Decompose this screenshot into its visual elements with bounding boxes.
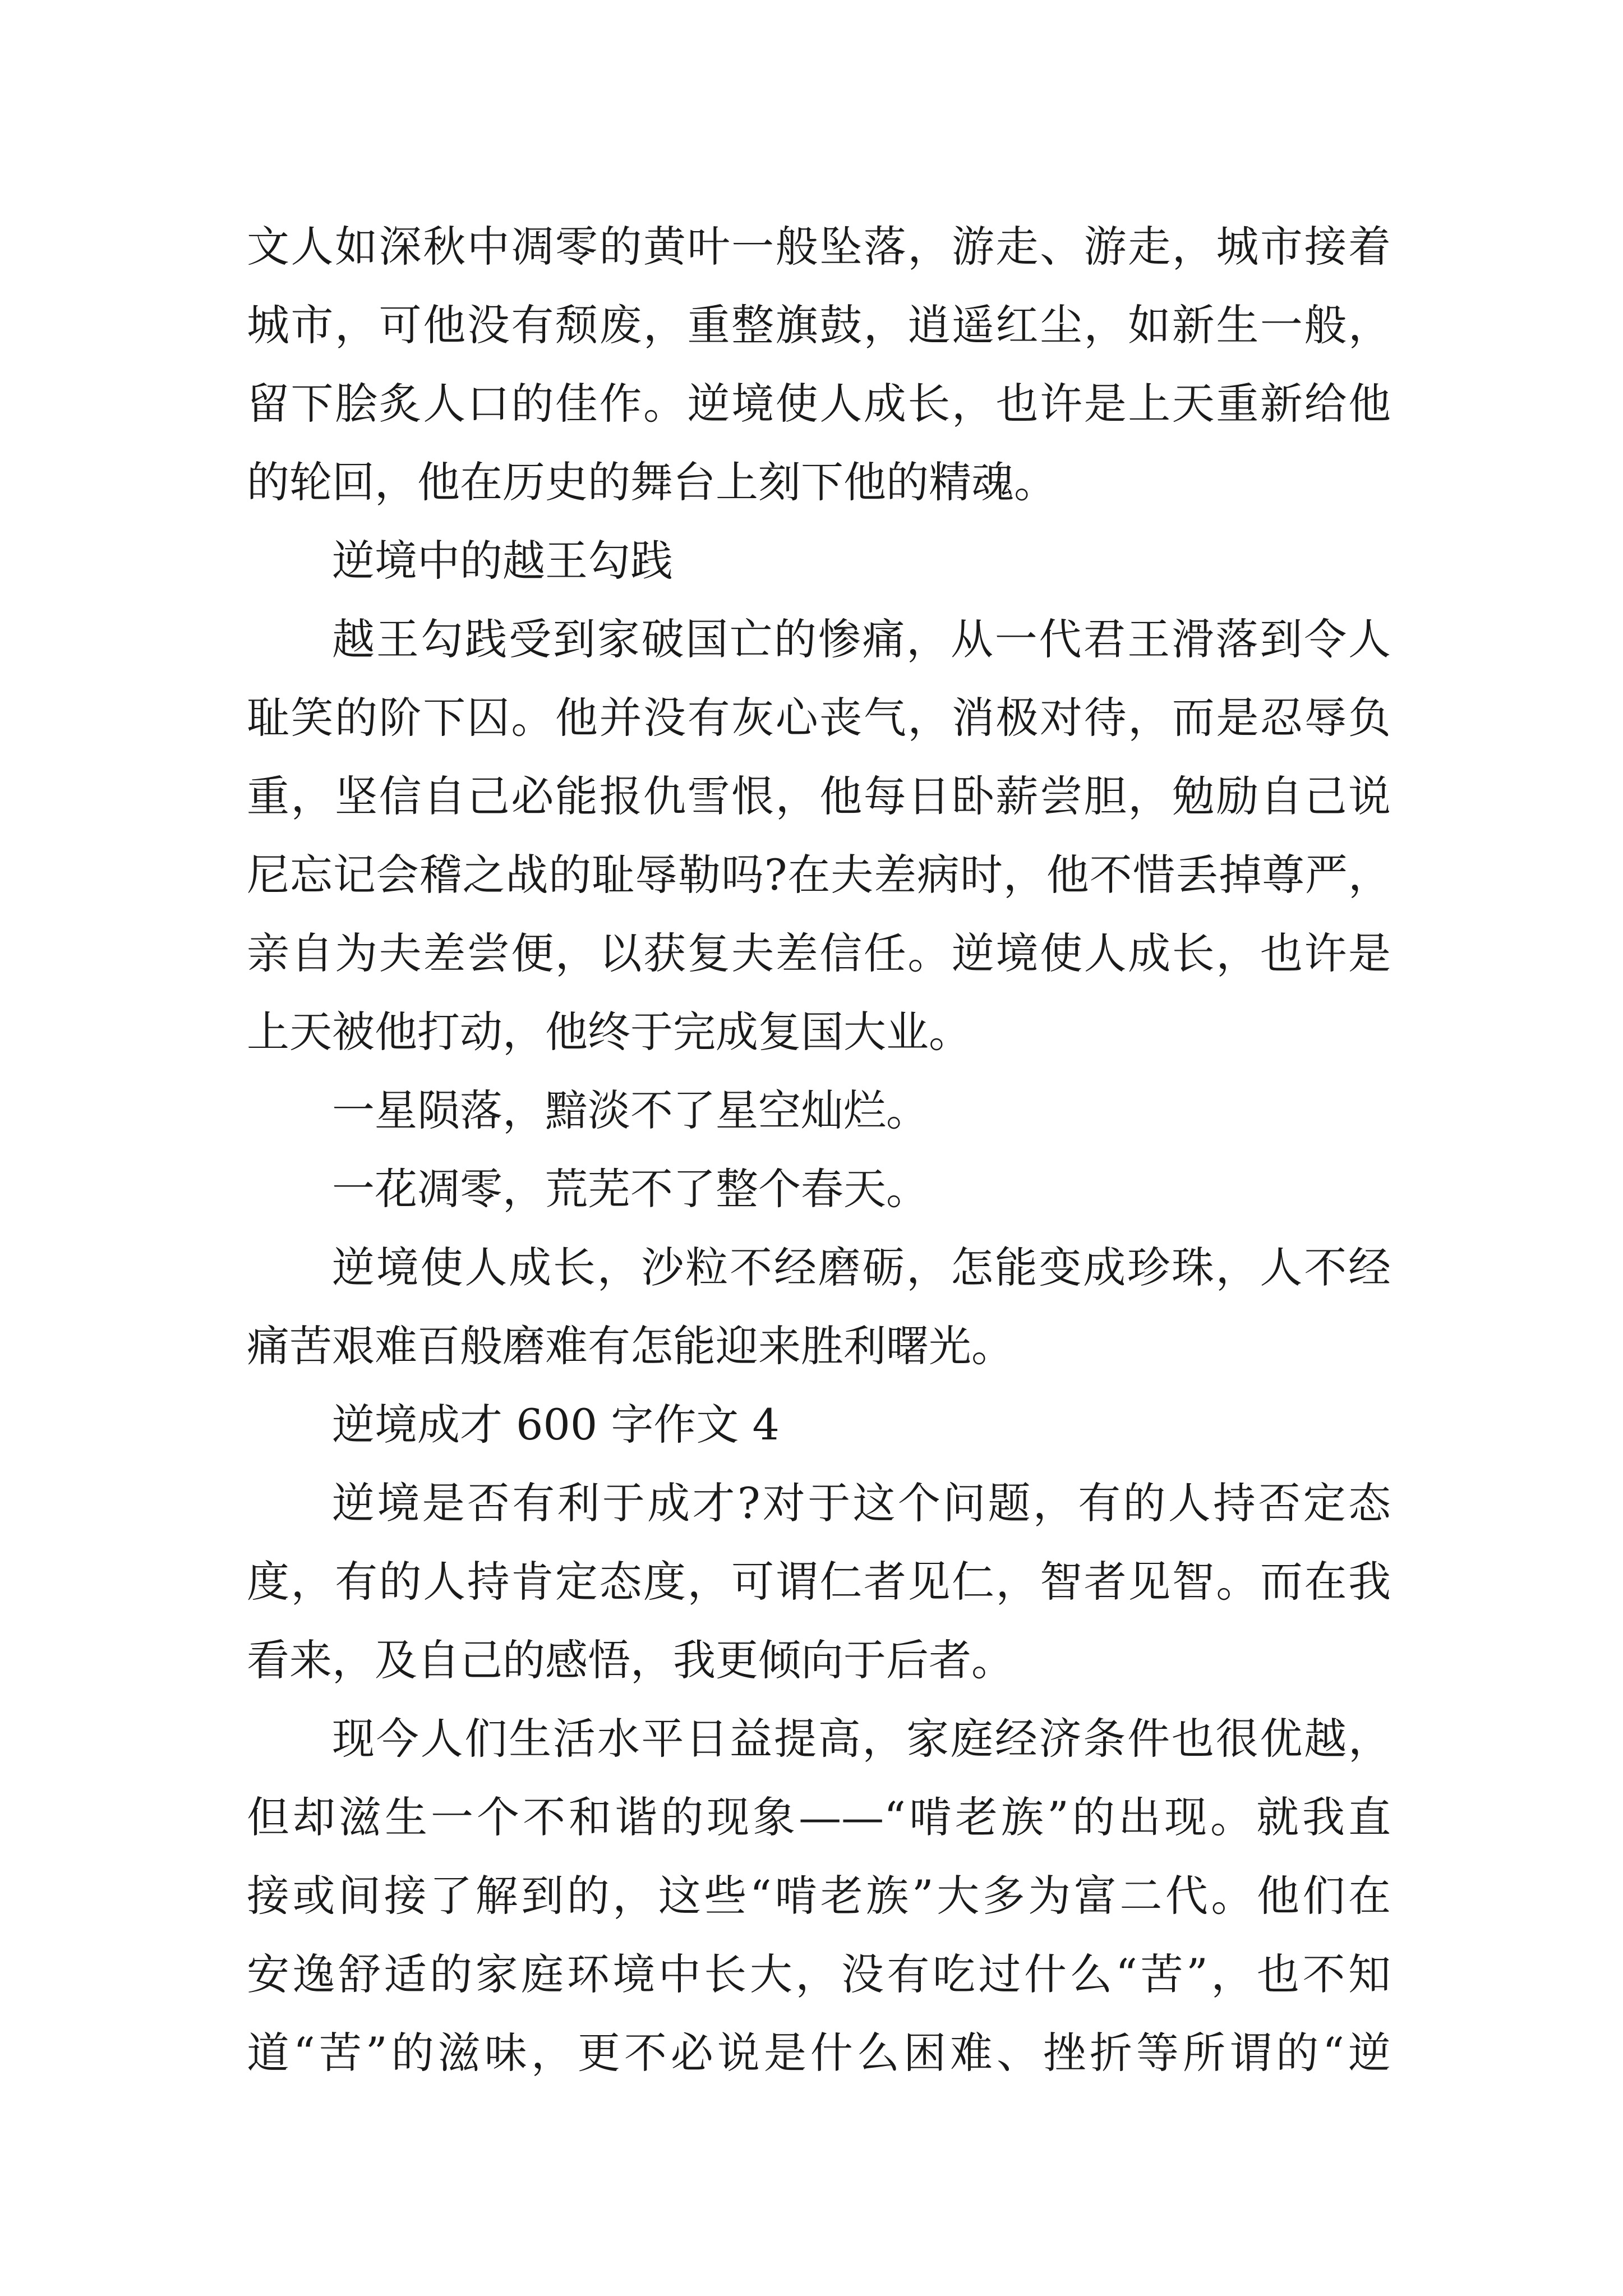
text-line: 文人如深秋中凋零的黄叶一般坠落，游走、游走，城市接着 [247,222,1391,272]
text-line: 逆境中的越王勾践 [332,536,673,586]
text-line: 一星陨落，黯淡不了星空灿烂。 [332,1085,929,1135]
text-line: 城市，可他没有颓废，重整旗鼓，逍遥红尘，如新生一般， [247,300,1391,350]
text-line: 道“苦”的滋味，更不必说是什么困难、挫折等所谓的“逆 [247,2028,1391,2078]
text-line: 的轮回，他在历史的舞台上刻下他的精魂。 [247,457,1057,507]
text-line: 尼忘记会稽之战的耻辱勒吗?在夫差病时，他不惜丢掉尊严， [247,850,1391,900]
text-line: 越王勾践受到家破国亡的惨痛，从一代君王滑落到令人 [332,614,1391,664]
text-line: 痛苦艰难百般磨难有怎能迎来胜利曙光。 [247,1321,1014,1371]
text-line: 度，有的人持肯定态度，可谓仁者见仁，智者见智。而在我 [247,1557,1391,1607]
text-line: 留下脍炙人口的佳作。逆境使人成长，也许是上天重新给他 [247,379,1391,429]
text-line: 逆境使人成长，沙粒不经磨砺，怎能变成珍珠，人不经 [332,1243,1391,1292]
document-page [247,208,1391,2092]
text-line: 逆境成才 600 字作文 4 [332,1400,780,1450]
text-line: 一花凋零，荒芜不了整个春天。 [332,1164,929,1214]
text-line: 接或间接了解到的，这些“啃老族”大多为富二代。他们在 [247,1871,1391,1921]
text-line: 逆境是否有利于成才?对于这个问题，有的人持否定态 [332,1478,1391,1528]
text-line: 安逸舒适的家庭环境中长大，没有吃过什么“苦”，也不知 [247,1949,1391,1999]
text-line: 重，坚信自己必能报仇雪恨，他每日卧薪尝胆，勉励自己说 [247,771,1391,821]
text-line: 但却滋生一个不和谐的现象——“啃老族”的出现。就我直 [247,1792,1391,1842]
text-line: 耻笑的阶下囚。他并没有灰心丧气，消极对待，而是忍辱负 [247,693,1391,743]
text-line: 亲自为夫差尝便，以获复夫差信任。逆境使人成长，也许是 [247,928,1391,978]
text-line: 上天被他打动，他终于完成复国大业。 [247,1007,971,1057]
text-line: 现今人们生活水平日益提高，家庭经济条件也很优越， [332,1714,1391,1764]
text-line: 看来，及自己的感悟，我更倾向于后者。 [247,1635,1014,1685]
